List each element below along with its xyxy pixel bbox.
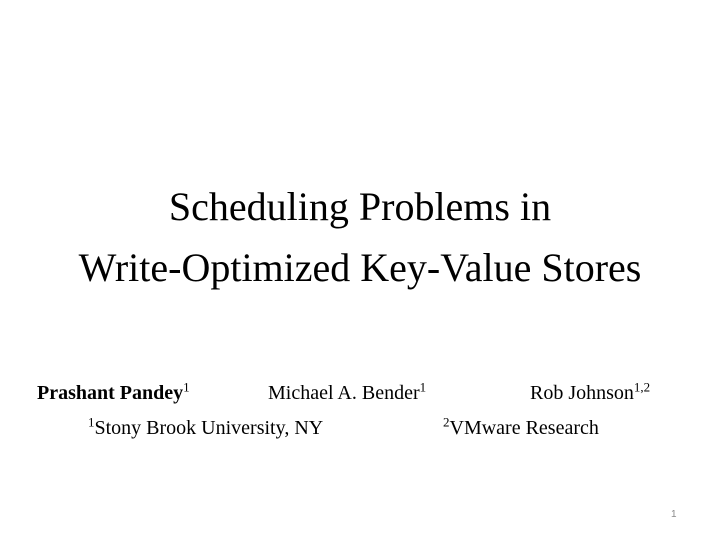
author-affiliation-marker: 1,2 — [633, 379, 651, 395]
author-prashant-pandey — [37, 380, 190, 406]
author-list — [0, 380, 720, 410]
page-number: 1 — [671, 509, 677, 520]
affiliation-stony-brook — [88, 415, 323, 441]
author-name: Prashant Pandey — [37, 382, 184, 404]
author-affiliation-marker: 1 — [183, 379, 190, 395]
affiliation-marker: 2 — [443, 414, 450, 430]
author-name: Michael A. Bender — [268, 382, 420, 404]
author-rob-johnson — [530, 380, 650, 406]
author-affiliation-marker: 1 — [419, 379, 427, 395]
affiliation-name: VMware Research — [449, 417, 599, 439]
author-michael-bender — [268, 380, 426, 406]
affiliation-vmware — [443, 415, 599, 441]
author-name: Rob Johnson — [530, 382, 634, 404]
affiliation-name: Stony Brook University, NY — [94, 417, 324, 439]
affiliation-marker: 1 — [88, 414, 95, 430]
slide-title-line-2: Write-Optimized Key-Value Stores — [78, 245, 642, 290]
affiliation-list — [0, 415, 720, 445]
slide-title-line-1: Scheduling Problems in — [168, 184, 552, 229]
